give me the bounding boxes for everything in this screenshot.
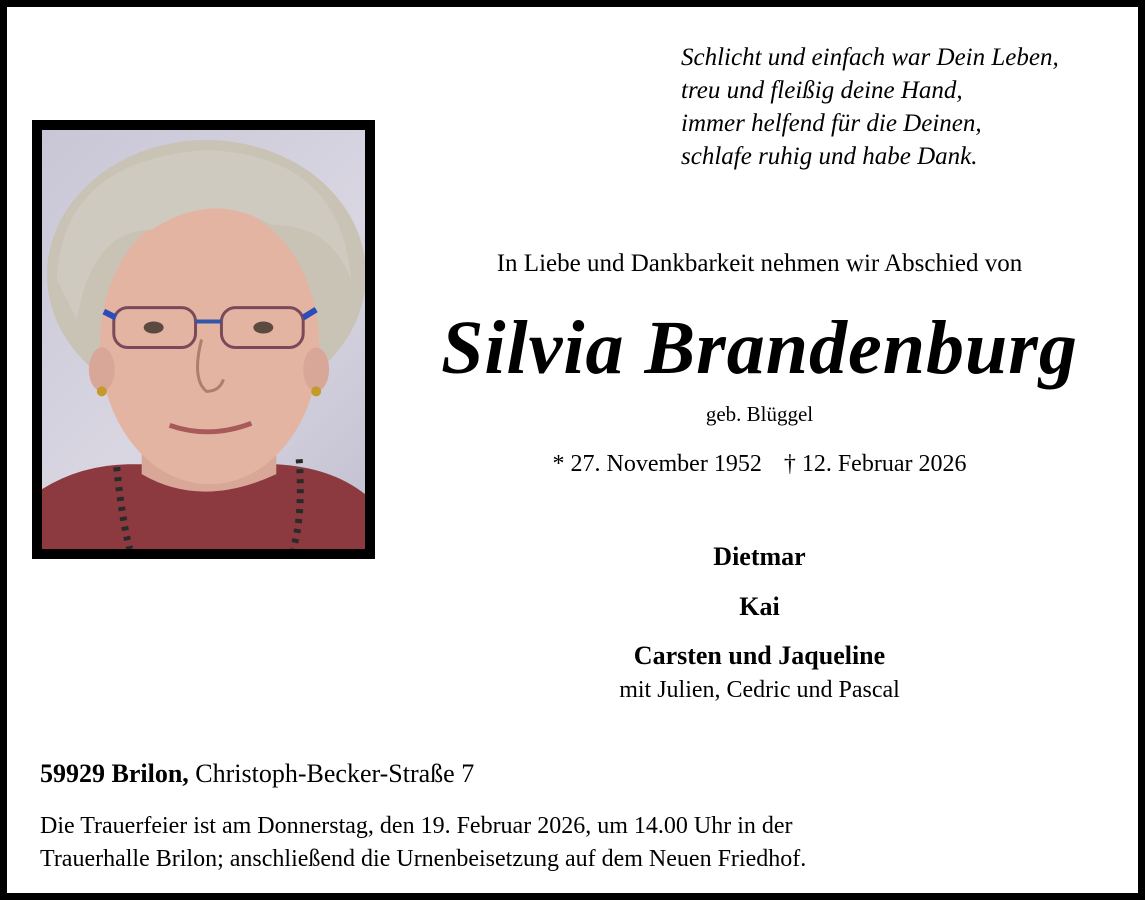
address-street: Christoph-Becker-Straße 7 bbox=[195, 759, 475, 788]
mourner-grandchildren: mit Julien, Cedric und Pascal bbox=[619, 677, 900, 703]
mourner-name: Carsten und Jaqueline bbox=[633, 641, 886, 670]
life-dates bbox=[407, 451, 1112, 478]
portrait-photo bbox=[42, 130, 365, 549]
birth-date: * 27. November 1952 bbox=[552, 451, 762, 477]
poem-line: immer helfend für die Deinen, bbox=[681, 110, 982, 137]
portrait-photo-frame bbox=[32, 120, 375, 559]
mourner-name: Kai bbox=[739, 592, 780, 621]
deceased-name: Silvia Brandenburg bbox=[441, 306, 1078, 390]
poem-line: Schlicht und einfach war Dein Leben, bbox=[681, 44, 1059, 71]
death-date: † 12. Februar 2026 bbox=[783, 451, 967, 477]
address bbox=[40, 759, 474, 789]
service-line: Die Trauerfeier ist am Donnerstag, den 19. Februar 2026, um 14.00 Uhr in der bbox=[40, 813, 793, 839]
farewell-intro: In Liebe und Dankbarkeit nehmen wir Abschied von bbox=[496, 250, 1023, 277]
poem bbox=[681, 41, 1131, 173]
birth-name: geb. Blüggel bbox=[705, 402, 814, 426]
poem-line: treu und fleißig deine Hand, bbox=[681, 77, 963, 104]
funeral-service-info bbox=[40, 810, 1120, 876]
service-line: Trauerhalle Brilon; anschließend die Urnenbeisetzung auf dem Neuen Friedhof. bbox=[40, 846, 807, 872]
mourner-name: Dietmar bbox=[713, 542, 806, 571]
poem-line: schlafe ruhig und habe Dank. bbox=[681, 143, 978, 170]
address-city: 59929 Brilon, bbox=[40, 759, 189, 788]
